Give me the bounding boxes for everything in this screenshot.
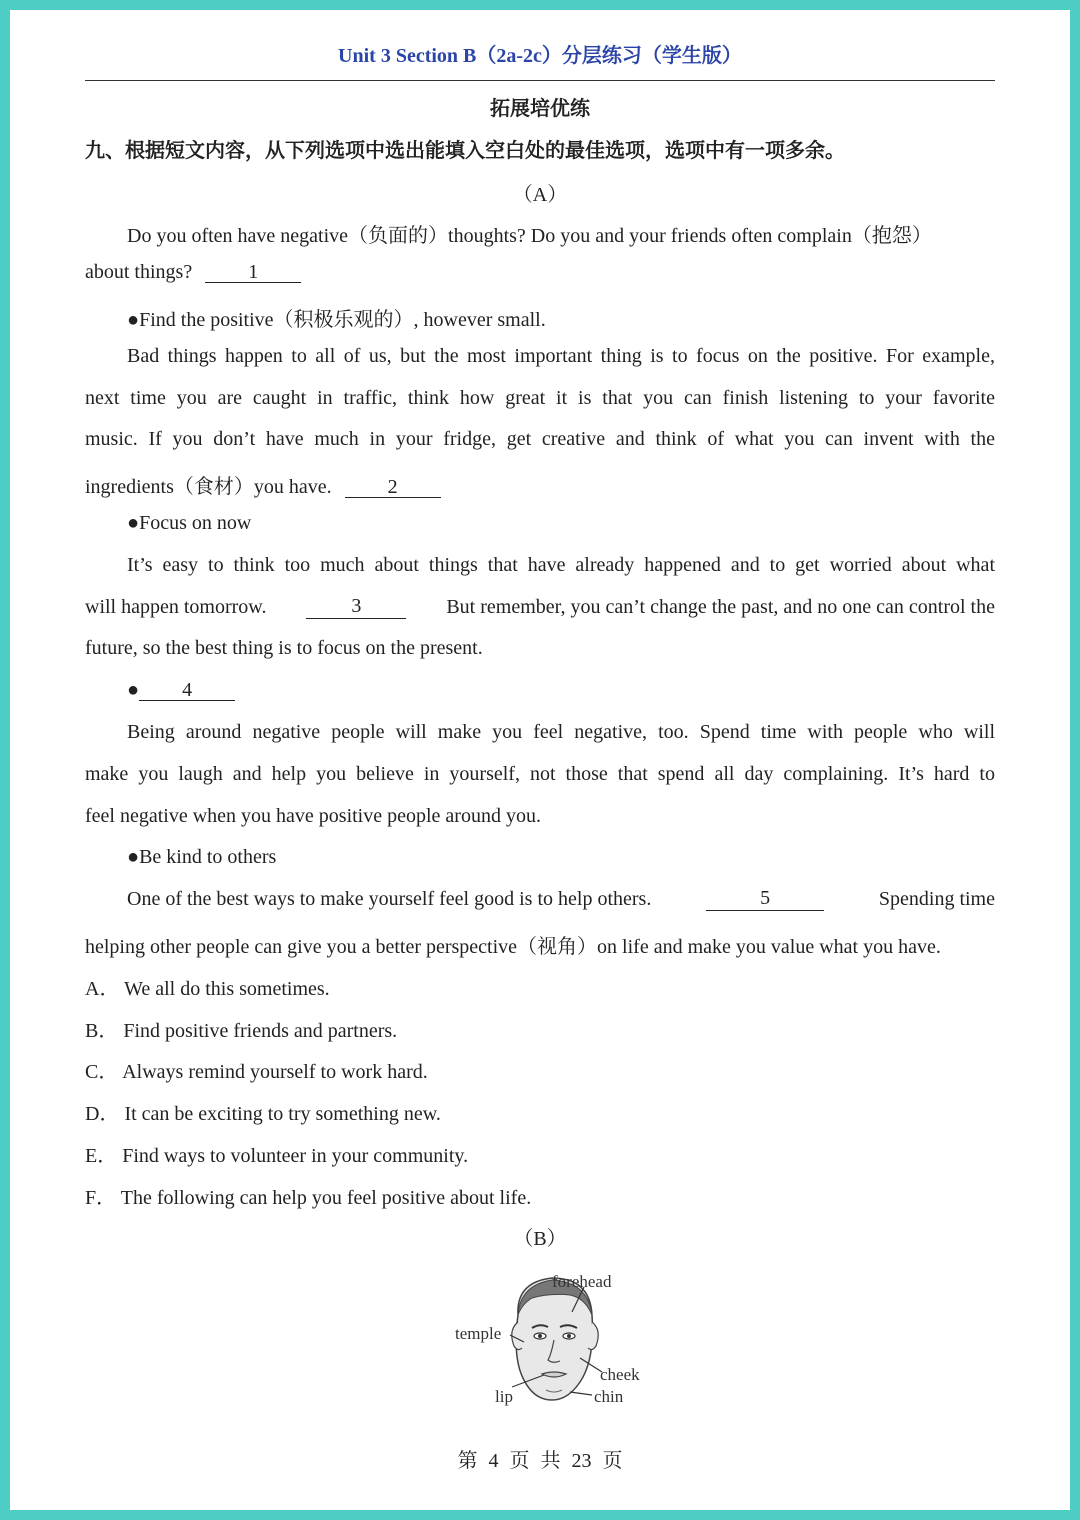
para3-line-3: future, so the best thing is to focus on the present. <box>85 637 483 659</box>
para5-line-1-pre: One of the best ways to make yourself feel good is to help others. <box>127 888 652 910</box>
page-header-title: Unit 3 Section B（2a-2c）分层练习（学生版） <box>338 45 742 67</box>
label-temple: temple <box>455 1324 502 1343</box>
label-chin: chin <box>594 1387 624 1406</box>
para3-line-2 <box>85 596 995 619</box>
passage-a-label: （A） <box>512 184 568 206</box>
blank-2[interactable]: 2 <box>345 477 441 498</box>
section-title: 拓展培优练 <box>490 98 590 120</box>
heading-focus-now: ●Focus on now <box>127 512 252 534</box>
bullet-4: ● <box>127 679 140 701</box>
para4-line-2: make you laugh and help you believe in yourself, not those that spend all day complaining. It’s hard to <box>85 763 995 785</box>
para2-line-4-text: ingredients（食材）you have. <box>85 476 332 498</box>
page-footer: 第 4 页 共 23 页 <box>457 1450 623 1472</box>
para4-line-1: Being around negative people will make you feel negative, too. Spend time with people who will <box>127 721 995 743</box>
blank-5[interactable]: 5 <box>706 888 824 911</box>
label-forehead: forehead <box>552 1272 612 1291</box>
option-a: A． We all do this sometimes. <box>85 978 330 1000</box>
blank-1[interactable]: 1 <box>205 262 301 283</box>
para5-line-1 <box>85 888 995 911</box>
blank-4[interactable]: 4 <box>139 680 235 701</box>
question-instruction: 九、根据短文内容，从下列选项中选出能填入空白处的最佳选项，选项中有一项多余。 <box>85 140 845 162</box>
header-divider <box>85 80 995 81</box>
passage-a-line-1: Do you often have negative（负面的）thoughts? Do you and your friends often complain（抱怨） <box>127 225 932 247</box>
para2-line-2: next time you are caught in traffic, think how great it is that you can finish listening to your favorite <box>85 387 995 409</box>
face-diagram <box>440 1260 660 1410</box>
option-e: E． Find ways to volunteer in your community. <box>85 1145 469 1167</box>
para3-line-1: It’s easy to think too much about things that have already happened and to get worried about what <box>127 554 995 576</box>
option-b: B． Find positive friends and partners. <box>85 1020 398 1042</box>
passage-b-label: （B） <box>513 1228 567 1250</box>
para5-line-2: helping other people can give you a better perspective（视角）on life and make you value what you have. <box>85 936 941 958</box>
option-d: D． It can be exciting to try something new. <box>85 1103 441 1125</box>
option-c: C． Always remind yourself to work hard. <box>85 1061 428 1083</box>
heading-find-positive: ●Find the positive（积极乐观的）, however small. <box>127 309 546 331</box>
blank-3[interactable]: 3 <box>306 596 406 619</box>
para3-line-2-post: But remember, you can’t change the past, and no one can control the <box>446 596 995 618</box>
passage-a-line-2 <box>85 261 995 284</box>
para2-line-3: music. If you don’t have much in your fridge, get creative and think of what you can invent with the <box>85 428 995 450</box>
heading-be-kind: ●Be kind to others <box>127 846 277 868</box>
para3-line-2-pre: will happen tomorrow. <box>85 596 267 618</box>
option-f: F． The following can help you feel positive about life. <box>85 1187 532 1209</box>
para2-line-4 <box>85 470 995 499</box>
para2-line-1: Bad things happen to all of us, but the most important thing is to focus on the positive. For example, <box>127 345 995 367</box>
label-cheek: cheek <box>600 1365 640 1384</box>
document-page <box>10 10 1070 1510</box>
passage-a-line-2-text: about things? <box>85 261 193 283</box>
heading-blank-4 <box>85 679 1037 702</box>
label-lip: lip <box>495 1387 513 1406</box>
para5-line-1-post: Spending time <box>878 888 995 910</box>
para4-line-3: feel negative when you have positive people around you. <box>85 805 541 827</box>
